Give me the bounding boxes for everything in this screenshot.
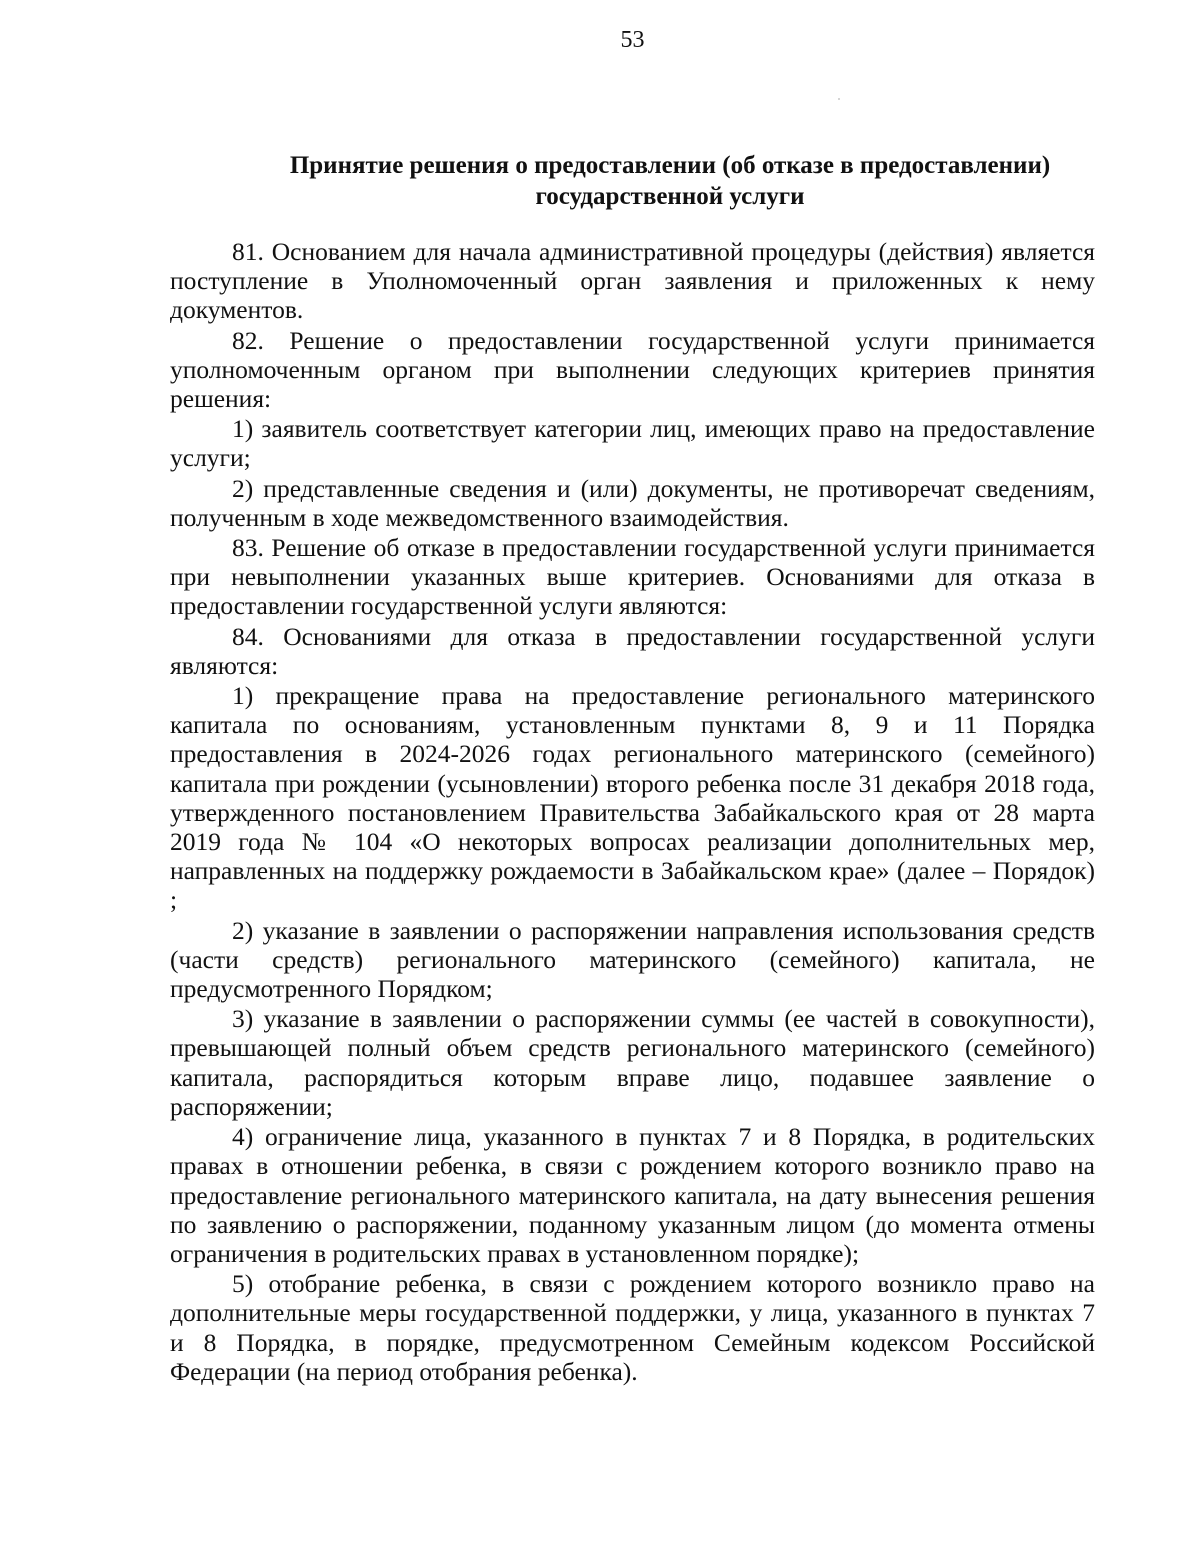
document-body bbox=[170, 237, 1095, 1386]
page-number: 53 bbox=[620, 27, 645, 53]
scan-speck bbox=[838, 98, 840, 100]
paragraph-84-item-5: 5) отобрание ребенка, в связи с рождением которого возникло право на дополнительные меры государственной поддержки, у лица, указанного в пунктах 7 и 8 Порядка, в порядке, предусмотренном Семейным кодексом Российской Федерации (на период отобрания ребенка). bbox=[170, 1269, 1095, 1386]
section-heading-line-2: государственной услуги bbox=[535, 183, 805, 210]
paragraph-84-item-2: 2) указание в заявлении о распоряжении направления использования средств (части средств) регионального материнского (семейного) капитала, не предусмотренного Порядком; bbox=[170, 915, 1095, 1004]
paragraph-82-item-2: 2) представленные сведения и (или) документы, не противоречат сведениям, полученным в ходе межведомственного взаимодействия. bbox=[170, 473, 1095, 532]
paragraph-82-item-1: 1) заявитель соответствует категории лиц, имеющих право на предоставление услуги; bbox=[170, 414, 1095, 473]
paragraph-83: 83. Решение об отказе в предоставлении государственной услуги принимается при невыполнении указанных выше критериев. Основаниями для отказа в предоставлении государственной услуги являются: bbox=[170, 533, 1095, 621]
paragraph-84-item-3: 3) указание в заявлении о распоряжении суммы (ее частей в совокупности), превышающей полный объем средств регионального материнского (семейного) капитала, распорядиться которым вправе лицо, подавшее заявление о распоряжении; bbox=[170, 1004, 1095, 1121]
section-heading-line-1: Принятие решения о предоставлении (об отказе в предоставлении) bbox=[289, 152, 1051, 179]
paragraph-84-item-4: 4) ограничение лица, указанного в пунктах 7 и 8 Порядка, в родительских правах в отношении ребенка, в связи с рождением которого возникло право на предоставление регионального материнского капитала, на дату вынесения решения по заявлению о распоряжении, поданному указанным лицом (до момента отмены ограничения в родительских правах в установленном порядке); bbox=[170, 1122, 1095, 1268]
section-heading bbox=[170, 150, 1170, 212]
paragraph-81: 81. Основанием для начала административной процедуры (действия) является поступление в Уполномоченный орган заявления и приложенных к нему документов. bbox=[170, 237, 1095, 325]
paragraph-84: 84. Основаниями для отказа в предоставлении государственной услуги являются: bbox=[170, 621, 1095, 680]
paragraph-84-item-1: 1) прекращение права на предоставление регионального материнского капитала по основаниям, установленным пунктами 8, 9 и 11 Порядка предоставления в 2024-2026 годах регионального материнского (семейного) капитала при рождении (усыновлении) второго ребенка после 31 декабря 2018 года, утвержденного постановлением Правительства Забайкальского края от 28 марта 2019 года № 104 «О некоторых вопросах реализации дополнительных мер, направленных на поддержку рождаемости в Забайкальском крае» (далее – Порядок) ; bbox=[170, 681, 1095, 915]
paragraph-82: 82. Решение о предоставлении государственной услуги принимается уполномоченным органом при выполнении следующих критериев принятия решения: bbox=[170, 325, 1095, 414]
